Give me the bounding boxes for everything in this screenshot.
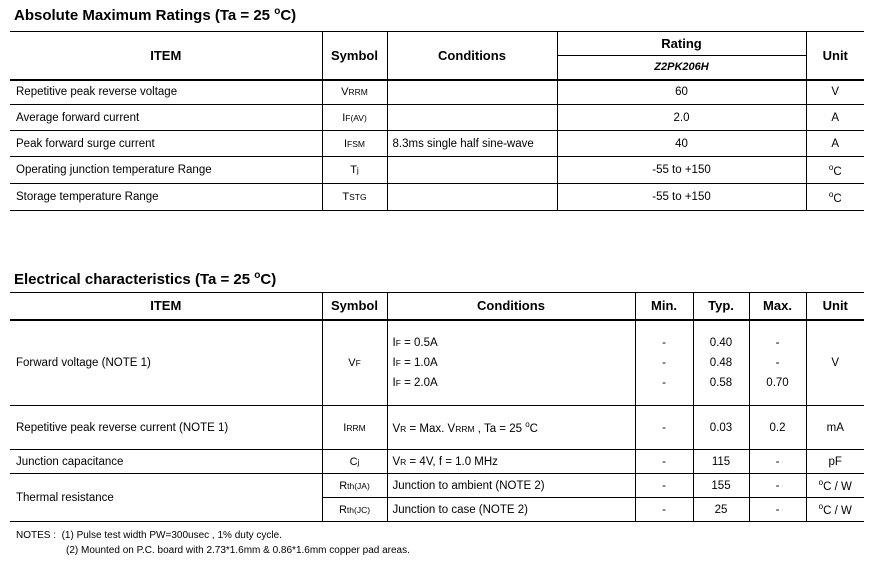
amr-symbol: IFSM [322, 131, 387, 157]
ec-cj-item: Junction capacitance [10, 450, 322, 474]
amr-header-rating: Rating [557, 32, 806, 56]
ec-thermal-jc-max: - [749, 498, 806, 522]
table-row [10, 474, 864, 498]
amr-item: Peak forward surge current [10, 131, 322, 157]
table-row [10, 131, 864, 157]
ec-thermal-ja-unit: $^o$C / W [806, 474, 864, 498]
ec-irrm-typ: 0.03 [693, 406, 749, 450]
ec-cj-conditions: VR = 4V, f = 1.0 MHz [387, 450, 635, 474]
table-row [10, 184, 864, 211]
amr-unit: V [806, 80, 864, 105]
amr-conditions [387, 184, 557, 211]
ec-header-item: ITEM [10, 293, 322, 320]
ec-vf-item: Forward voltage (NOTE 1) [10, 320, 322, 406]
ec-header-min: Min. [635, 293, 693, 320]
amr-rating: 2.0 [557, 105, 806, 131]
ec-thermal-item: Thermal resistance [10, 474, 322, 522]
amr-conditions [387, 105, 557, 131]
table-row [10, 450, 864, 474]
ec-header-conditions: Conditions [387, 293, 635, 320]
note-2: (2) Mounted on P.C. board with 2.73*1.6mm & 0.86*1.6mm copper pad areas. [66, 545, 410, 556]
ec-irrm-max: 0.2 [749, 406, 806, 450]
amr-item: Operating junction temperature Range [10, 157, 322, 184]
ec-title: Electrical characteristics (Ta = 25 $^o$C) [14, 270, 277, 288]
amr-unit: $^o$C [806, 184, 864, 211]
amr-conditions: 8.3ms single half sine-wave [387, 131, 557, 157]
ec-vf-max: - - 0.70 [749, 320, 806, 406]
amr-rating: -55 to +150 [557, 157, 806, 184]
ec-vf-min: - - - [635, 320, 693, 406]
amr-title: Absolute Maximum Ratings (Ta = 25 $^o$C) [14, 6, 297, 24]
amr-header-item: ITEM [10, 32, 322, 80]
ec-thermal-ja-min: - [635, 474, 693, 498]
notes-line-1 [16, 530, 282, 541]
ec-cj-symbol: Cj [322, 450, 387, 474]
ec-thermal-ja-typ: 155 [693, 474, 749, 498]
ec-irrm-symbol: IRRM [322, 406, 387, 450]
amr-header-unit: Unit [806, 32, 864, 80]
ec-thermal-jc-min: - [635, 498, 693, 522]
ec-thermal-ja-symbol: Rth(JA) [322, 474, 387, 498]
amr-symbol: Tj [322, 157, 387, 184]
amr-conditions [387, 157, 557, 184]
condition-line: IF = 2.0A [392, 376, 438, 389]
amr-item: Average forward current [10, 105, 322, 131]
ec-header-symbol: Symbol [322, 293, 387, 320]
table-row [10, 406, 864, 450]
amr-rating: 60 [557, 80, 806, 105]
amr-symbol: TSTG [322, 184, 387, 211]
ec-irrm-unit: mA [806, 406, 864, 450]
amr-header-symbol: Symbol [322, 32, 387, 80]
ec-vf-conditions [387, 320, 635, 406]
amr-part-number: Z2PK206H [557, 56, 806, 80]
ec-thermal-jc-unit: $^o$C / W [806, 498, 864, 522]
ec-cj-min: - [635, 450, 693, 474]
ec-irrm-item: Repetitive peak reverse current (NOTE 1) [10, 406, 322, 450]
amr-symbol: IF(AV) [322, 105, 387, 131]
ec-thermal-jc-typ: 25 [693, 498, 749, 522]
amr-unit: $^o$C [806, 157, 864, 184]
ec-table [10, 292, 864, 522]
ec-cj-max: - [749, 450, 806, 474]
amr-unit: A [806, 131, 864, 157]
amr-item: Storage temperature Range [10, 184, 322, 211]
table-row [10, 157, 864, 184]
ec-thermal-jc-conditions: Junction to case (NOTE 2) [387, 498, 635, 522]
ec-header-typ: Typ. [693, 293, 749, 320]
amr-symbol: VRRM [322, 80, 387, 105]
ec-vf-typ: 0.40 0.48 0.58 [693, 320, 749, 406]
ec-thermal-ja-conditions: Junction to ambient (NOTE 2) [387, 474, 635, 498]
amr-table [10, 31, 864, 211]
ec-header-max: Max. [749, 293, 806, 320]
ec-irrm-conditions: VR = Max. VRRM , Ta = 25 $^o$C [387, 406, 635, 450]
amr-item: Repetitive peak reverse voltage [10, 80, 322, 105]
ec-thermal-ja-max: - [749, 474, 806, 498]
condition-line: IF = 0.5A [392, 336, 438, 349]
table-row [10, 80, 864, 105]
ec-header-unit: Unit [806, 293, 864, 320]
table-row [10, 105, 864, 131]
ec-thermal-jc-symbol: Rth(JC) [322, 498, 387, 522]
note-1: (1) Pulse test width PW=300usec , 1% duty cycle. [61, 530, 282, 541]
ec-vf-unit: V [806, 320, 864, 406]
amr-conditions [387, 80, 557, 105]
amr-header-conditions: Conditions [387, 32, 557, 80]
notes-label: NOTES : [16, 530, 57, 541]
ec-vf-symbol: VF [322, 320, 387, 406]
ec-irrm-min: - [635, 406, 693, 450]
ec-cj-typ: 115 [693, 450, 749, 474]
amr-rating: 40 [557, 131, 806, 157]
amr-unit: A [806, 105, 864, 131]
condition-line: IF = 1.0A [392, 356, 438, 369]
table-row [10, 320, 864, 406]
ec-cj-unit: pF [806, 450, 864, 474]
amr-rating: -55 to +150 [557, 184, 806, 211]
